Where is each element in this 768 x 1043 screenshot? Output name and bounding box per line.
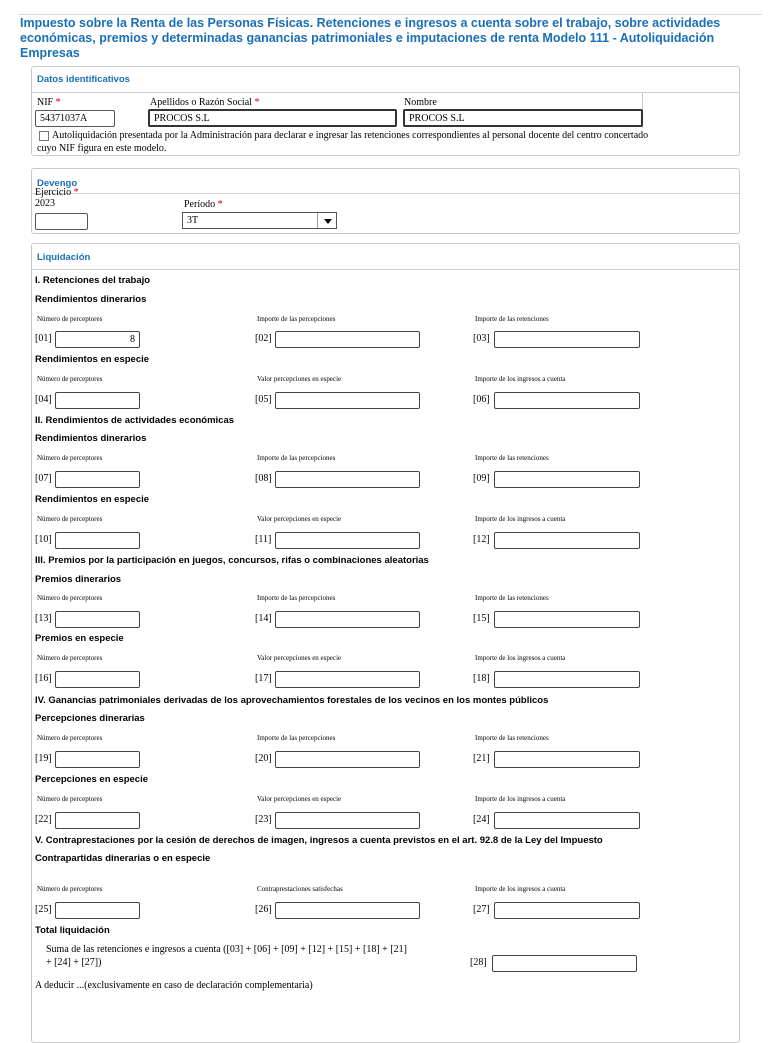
field-27[interactable] — [494, 902, 640, 919]
field-22[interactable] — [55, 812, 140, 829]
nif-input[interactable]: 54371037A — [35, 110, 115, 127]
subsection-title: Rendimientos en especie — [35, 494, 150, 505]
code-23: [23] — [255, 814, 272, 825]
ident-legend-rule — [32, 92, 739, 93]
field-06[interactable] — [494, 392, 640, 409]
periodo-selected: 3T — [187, 215, 199, 226]
code-17: [17] — [255, 673, 272, 684]
field-23[interactable] — [275, 812, 420, 829]
code-11: [11] — [255, 534, 272, 545]
subsection-title: Contrapartidas dinerarias o en especie — [35, 853, 211, 864]
field-10[interactable] — [55, 532, 140, 549]
code-03: [03] — [473, 333, 490, 344]
devengo-legend-rule — [32, 193, 739, 194]
section-title-s1: I. Retenciones del trabajo — [35, 275, 151, 286]
page-title: Impuesto sobre la Renta de las Personas Físicas. Retenciones e ingresos a cuenta sobre el trabajo, sobre actividades económicas, premios y determinadas ganancias patrimoniales e imputaciones de renta Modelo 111 - Autoliquidación Empresas — [20, 16, 721, 60]
column-label: Contraprestaciones satisfechas — [257, 885, 343, 893]
code-05: [05] — [255, 394, 272, 405]
devengo-legend: Devengo — [37, 178, 78, 189]
field-14[interactable] — [275, 611, 420, 628]
code-26: [26] — [255, 904, 272, 915]
column-label: Importe de las percepciones — [257, 594, 336, 602]
devengo-section — [31, 168, 740, 234]
code-18: [18] — [473, 673, 490, 684]
total-formula-1: Suma de las retenciones e ingresos a cuenta ([03] + [06] + [09] + [12] + [15] + [18] + [21] — [46, 944, 407, 955]
field-11[interactable] — [275, 532, 420, 549]
column-label: Número de perceptores — [37, 315, 103, 323]
code-25: [25] — [35, 904, 52, 915]
apellidos-input[interactable]: PROCOS S.L — [148, 109, 397, 127]
section-title-s5: V. Contraprestaciones por la cesión de derechos de imagen, ingresos a cuenta previstos en el art. 92.8 de la Ley del Impuesto — [35, 835, 603, 846]
subsection-title: Premios dinerarios — [35, 574, 122, 585]
column-label: Importe de los ingresos a cuenta — [475, 795, 566, 803]
periodo-select-separator — [317, 213, 318, 228]
code-15: [15] — [473, 613, 490, 624]
subsection-title: Rendimientos dinerarios — [35, 294, 147, 305]
column-label: Número de perceptores — [37, 594, 103, 602]
code-19: [19] — [35, 753, 52, 764]
code-12: [12] — [473, 534, 490, 545]
ejercicio-value: 2023 — [35, 198, 55, 209]
field-03[interactable] — [494, 331, 640, 348]
nombre-input[interactable]: PROCOS S.L — [403, 109, 643, 127]
field-15[interactable] — [494, 611, 640, 628]
subsection-title: Percepciones en especie — [35, 774, 149, 785]
field-20[interactable] — [275, 751, 420, 768]
field-19[interactable] — [55, 751, 140, 768]
total-title: Total liquidación — [35, 925, 110, 936]
code-28: [28] — [470, 957, 487, 968]
code-27: [27] — [473, 904, 490, 915]
ejercicio-input[interactable] — [35, 213, 88, 230]
autoliquidacion-text-2: cuyo NIF figura en este modelo. — [37, 143, 167, 154]
field-21[interactable] — [494, 751, 640, 768]
code-09: [09] — [473, 473, 490, 484]
column-label: Número de perceptores — [37, 795, 103, 803]
column-label: Importe de las percepciones — [257, 454, 336, 462]
field-24[interactable] — [494, 812, 640, 829]
column-label: Número de perceptores — [37, 885, 103, 893]
field-18[interactable] — [494, 671, 640, 688]
field-25[interactable] — [55, 902, 140, 919]
field-13[interactable] — [55, 611, 140, 628]
ejercicio-label: Ejercicio * — [35, 187, 79, 198]
column-label: Importe de las percepciones — [257, 315, 336, 323]
code-04: [04] — [35, 394, 52, 405]
code-07: [07] — [35, 473, 52, 484]
subsection-title: Percepciones dinerarias — [35, 713, 145, 724]
subsection-title: Premios en especie — [35, 633, 124, 644]
code-01: [01] — [35, 333, 52, 344]
autoliquidacion-text-1: Autoliquidación presentada por la Administración para declarar e ingresar las retenciones correspondientes al personal docente del centro concertado — [52, 130, 649, 141]
code-02: [02] — [255, 333, 272, 344]
field-12[interactable] — [494, 532, 640, 549]
field-17[interactable] — [275, 671, 420, 688]
nombre-label: Nombre — [404, 97, 437, 108]
field-28[interactable] — [492, 955, 637, 972]
code-24: [24] — [473, 814, 490, 825]
apellidos-label: Apellidos o Razón Social * — [150, 97, 260, 108]
field-09[interactable] — [494, 471, 640, 488]
top-divider — [18, 14, 762, 15]
total-formula-2: + [24] + [27]) — [46, 957, 102, 968]
code-10: [10] — [35, 534, 52, 545]
subsection-title: Rendimientos dinerarios — [35, 433, 147, 444]
column-label: Número de perceptores — [37, 734, 103, 742]
column-label: Importe de los ingresos a cuenta — [475, 515, 566, 523]
periodo-label: Período * — [184, 199, 223, 210]
autoliquidacion-checkbox[interactable] — [39, 131, 49, 141]
field-05[interactable] — [275, 392, 420, 409]
code-06: [06] — [473, 394, 490, 405]
column-label: Valor percepciones en especie — [257, 515, 342, 523]
field-07[interactable] — [55, 471, 140, 488]
column-label: Importe de las percepciones — [257, 734, 336, 742]
code-14: [14] — [255, 613, 272, 624]
field-01[interactable]: 8 — [55, 331, 140, 348]
field-02[interactable] — [275, 331, 420, 348]
column-label: Importe de las retenciones — [475, 734, 549, 742]
chevron-down-icon[interactable] — [324, 219, 332, 224]
column-label: Importe de las retenciones — [475, 454, 549, 462]
column-label: Valor percepciones en especie — [257, 654, 342, 662]
column-label: Importe de los ingresos a cuenta — [475, 375, 566, 383]
code-08: [08] — [255, 473, 272, 484]
field-08[interactable] — [275, 471, 420, 488]
code-13: [13] — [35, 613, 52, 624]
section-title-s4: IV. Ganancias patrimoniales derivadas de los aprovechamientos forestales de los vecinos en los montes públicos — [35, 695, 549, 706]
column-label: Importe de las retenciones — [475, 594, 549, 602]
column-label: Importe de los ingresos a cuenta — [475, 654, 566, 662]
column-label: Importe de las retenciones — [475, 315, 549, 323]
ident-legend: Datos identificativos — [37, 74, 130, 85]
field-04[interactable] — [55, 392, 140, 409]
code-22: [22] — [35, 814, 52, 825]
column-label: Importe de los ingresos a cuenta — [475, 885, 566, 893]
code-20: [20] — [255, 753, 272, 764]
subsection-title: Rendimientos en especie — [35, 354, 150, 365]
field-16[interactable] — [55, 671, 140, 688]
liquidacion-legend-rule — [32, 269, 739, 270]
periodo-select[interactable] — [182, 212, 337, 229]
section-title-s3: III. Premios por la participación en juegos, concursos, rifas o combinaciones aleatorias — [35, 555, 429, 566]
nif-label: NIF * — [37, 97, 61, 108]
column-label: Valor percepciones en especie — [257, 795, 342, 803]
field-26[interactable] — [275, 902, 420, 919]
section-title-s2: II. Rendimientos de actividades económicas — [35, 415, 235, 426]
code-21: [21] — [473, 753, 490, 764]
code-16: [16] — [35, 673, 52, 684]
column-label: Número de perceptores — [37, 654, 103, 662]
liquidacion-legend: Liquidación — [37, 252, 91, 263]
column-label: Número de perceptores — [37, 515, 103, 523]
column-label: Número de perceptores — [37, 375, 103, 383]
deducir-text: A deducir ...(exclusivamente en caso de declaración complementaria) — [35, 980, 313, 991]
column-label: Número de perceptores — [37, 454, 103, 462]
column-label: Valor percepciones en especie — [257, 375, 342, 383]
